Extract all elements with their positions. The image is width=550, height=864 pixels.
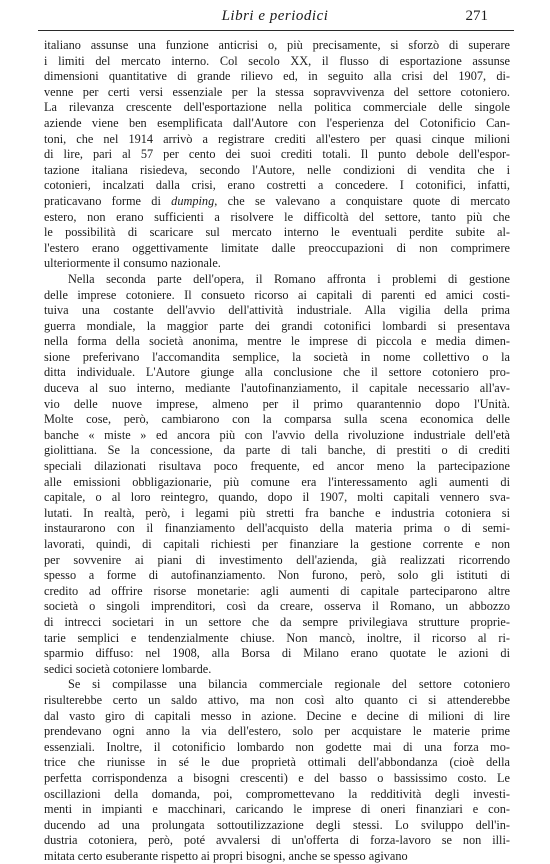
paragraph <box>44 677 510 864</box>
text-line: dal vasto giro di capitali messo in azione. Decine e decine di milioni di lire <box>44 708 510 723</box>
text-line: guerra mondiale, la maggior parte dei grandi cotonifici lombardi si presentava <box>44 318 510 333</box>
text-line: delle imprese cotoniere. Il consueto ricorso ai capitali di parenti ed amici costi- <box>44 287 510 302</box>
text-line: cotonieri, incalzati dalla crisi, erano costretti a concedere. I cotonifici, infatti, <box>44 178 510 193</box>
text-line: toni, che nel 1914 arrivò a registrare crediti all'estero per quasi cinque milioni <box>44 131 510 146</box>
text-line: Se si compilasse una bilancia commerciale regionale del settore cotoniero <box>68 677 510 692</box>
text-line: trice che riunisse in sé le due proprietà ottimali dell'abbondanza (cioè della <box>44 755 510 770</box>
page-number: 271 <box>465 8 488 24</box>
text-line: mitata certo esuberante rispetto ai propri bisogni, anche se spesso agivano <box>44 848 408 863</box>
text-line: praticavano forme di dumping, che se valevano a conquistare quote di mercato <box>44 193 510 208</box>
text-line: La rilevanza crescente dell'esportazione nella politica commerciale delle singole <box>44 100 510 115</box>
paragraph <box>44 38 510 272</box>
text-line: ditta individuale. L'Autore giunge alla conclusione che il settore cotoniero pro- <box>44 365 510 380</box>
body-text <box>44 38 510 864</box>
page-header <box>0 6 550 28</box>
header-rule <box>38 30 514 31</box>
text-line: instaurarono con il finanziamento dell'acquisto della materia prima o di semi- <box>44 521 510 536</box>
text-line: per sovvenire ai piani di investimento dell'azienda, già realizzati ricorrendo <box>44 552 510 567</box>
text-line: vio delle nuove imprese, almeno per il primo quarantennio dopo l'Unità. <box>44 396 510 411</box>
text-line: venne per certi versi essenziale per la stessa sopravvivenza del settore cotoniero. <box>44 84 510 99</box>
text-line: tarie semplici e tendenzialmente chiuse. Non mancò, inoltre, il ricorso al ri- <box>44 630 510 645</box>
text-line: lavorati, quindi, di capitali richiesti per finanziare la gestione corrente e non <box>44 537 510 551</box>
text-line: capitale, o al loro reintegro, quando, dopo il 1907, molti capitali vennero sva- <box>44 490 510 505</box>
text-line: prendevano ogni anno la via dell'estero, solo per acquistare le materie prime <box>44 724 510 739</box>
text-line: risulterebbe certo un saldo attivo, ma non così alto quanto ci si attenderebbe <box>44 692 510 707</box>
text-line: sione preferivano l'accomandita semplice, la società in nome collettivo o la <box>44 349 510 364</box>
text-line: i limiti del mercato interno. Col secolo XX, il flusso di esportazione assunse <box>44 53 510 68</box>
text-line: essenziali. Inoltre, il cotonificio lombardo non godette mai di una forza mo- <box>44 739 510 754</box>
text-line: di lire, pari al 57 per cento dei suoi crediti totali. Il punto debole dell'espor- <box>44 147 510 162</box>
text-line: ducendo ad una prolungata sottoutilizzazione degli stessi. Lo sviluppo dell'in- <box>44 817 510 832</box>
text-line: alle emissioni obbligazionarie, più comune era l'interessamento agli aumenti di <box>44 474 510 489</box>
text-line: banche « miste » ed ancora più con l'avvio della rivoluzione industriale dell'età <box>44 427 510 442</box>
text-line: tuiva una costante dell'avvio dell'attività industriale. Alla vigilia della prima <box>44 303 510 318</box>
text-line: Molte cose, però, cambiarono con la comparsa sulla scena economica delle <box>44 412 510 427</box>
text-line: le possibilità di scaricare sul mercato interno le eventuali perdite subite al- <box>44 225 510 240</box>
text-line: sedici società cotoniere lombarde. <box>44 661 212 676</box>
text-line: menti in impianti e macchinari, caricando le imprese di oneri finanziari e con- <box>44 802 510 817</box>
text-line: Nella seconda parte dell'opera, il Romano affronta i problemi di gestione <box>68 271 510 286</box>
text-line: ulteriormente il consumo nazionale. <box>44 256 221 271</box>
text-line: spesso a forme di autofinanziamento. Non furono, però, solo gli istituti di <box>44 568 510 583</box>
text-line: dustria cotoniera, però, poté avvalersi di un'offerta di forza-lavoro se non illi- <box>44 833 510 848</box>
text-line: aziende viene ben esemplificata dall'Autore con l'esperienza del Cotonificio Can- <box>44 115 510 130</box>
text-line: italiano assunse una funzione anticrisi o, più precisamente, si sforzò di superare <box>44 38 510 52</box>
text-line: perfetta corrispondenza a bisogni crescenti) e del basso o bassissimo costo. Le <box>44 770 510 785</box>
text-line: credito ad offrire risorse monetarie: agli aumenti di capitale parteciparono altre <box>44 583 510 598</box>
text-line: speciali dilazionati risultava poco frequente, ed ancor meno la partecipazione <box>44 459 510 474</box>
text-line: l'estero erano oggettivamente limitate dalle preoccupazioni di non comprimere <box>44 240 510 255</box>
running-head: Libri e periodici <box>221 8 329 24</box>
text-line: giolittiana. Se la concessione, da parte di tali banche, di prestiti o di crediti <box>44 443 510 458</box>
text-line: società o singoli imprenditori, così da creare, osserva il Romano, un abbozzo <box>44 599 510 614</box>
text-line: oscillazioni della domanda, poi, compromettevano la redditività degli investi- <box>44 786 510 801</box>
text-line: duceva al suo interno, mediante l'autofinanziamento, il capitale necessario all'av- <box>44 381 510 396</box>
text-line: nella forma della società anonima, mentre le imprese di piccola e media dimen- <box>44 334 510 349</box>
paragraph <box>44 272 510 677</box>
text-line: tazione italiana risiedeva, secondo l'Autore, nelle condizioni di vendita che i <box>44 162 510 177</box>
text-line: di intrecci societari in un settore che da sempre privilegiava strutture proprie- <box>44 614 510 629</box>
text-line: lutati. In realtà, però, i legami più stretti fra banche e industria cotoniera si <box>44 505 510 520</box>
text-line: estero, non erano sufficienti a risolvere le difficoltà del settore, tanto più che <box>44 209 510 224</box>
text-line: dimensioni quantitative di grande rilievo ed, in seguito alla crisi del 1907, di- <box>44 69 510 84</box>
text-line: sparmio diffuso: nel 1908, alla Borsa di Milano erano quotate le azioni di <box>44 646 510 661</box>
